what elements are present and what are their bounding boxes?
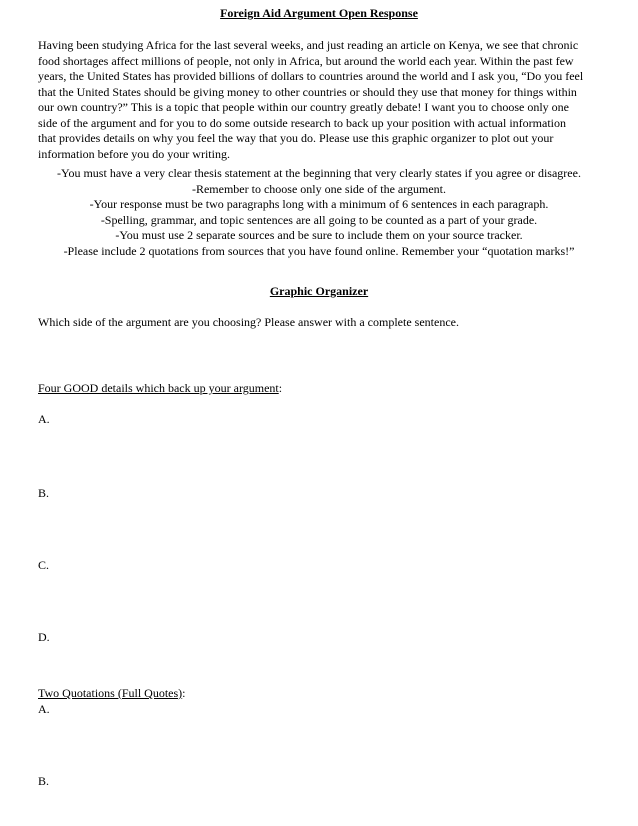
intro-line: side of the argument and for you to do some outside research to back up your position with actual information xyxy=(38,115,566,130)
quotations-heading-text: Two Quotations (Full Quotes) xyxy=(38,686,183,700)
detail-label-a: A. xyxy=(38,412,50,426)
details-heading-colon: : xyxy=(278,381,283,395)
document-title: Foreign Aid Argument Open Response xyxy=(220,6,418,20)
quotation-label-a: A. xyxy=(38,702,50,716)
requirement-item: -Your response must be two paragraphs long with a minimum of 6 sentences in each paragraph. xyxy=(89,197,549,211)
requirement-item: -Please include 2 quotations from sources that you have found online. Remember your “quotation marks!” xyxy=(63,243,575,258)
requirements-list xyxy=(0,166,638,259)
details-heading-text: Four GOOD details which back up your argument xyxy=(38,381,279,395)
intro-paragraph xyxy=(38,38,603,162)
intro-line: Having been studying Africa for the last several weeks, and just reading an article on Kenya, we see that chronic xyxy=(38,38,579,52)
detail-label-b: B. xyxy=(38,486,50,500)
side-question: Which side of the argument are you choosing? Please answer with a complete sentence. xyxy=(38,315,459,329)
detail-label-c: C. xyxy=(38,558,50,572)
detail-label-d: D. xyxy=(38,630,50,644)
intro-line: our own country?” This is a topic that people within our country greatly debate! I want you to choose only one xyxy=(38,100,569,114)
quotations-heading-colon: : xyxy=(182,686,186,700)
intro-line: years, the United States has provided billions of dollars to countries around the world and I ask you, “Do you feel xyxy=(38,69,584,83)
intro-line: that provides details on why you feel the way that you do. Please use this graphic organizer to plot out your xyxy=(38,131,554,145)
requirement-item: -Spelling, grammar, and topic sentences are all going to be counted as a part of your grade. xyxy=(100,212,538,227)
requirement-item: -You must have a very clear thesis statement at the beginning that very clearly states if you agree or disagree. xyxy=(57,166,581,180)
requirement-item: -You must use 2 separate sources and be sure to include them on your source tracker. xyxy=(115,228,523,242)
intro-line: food shortages affect millions of people, not only in Africa, but around the world each year. Within the past few xyxy=(38,53,574,68)
requirement-item: -Remember to choose only one side of the argument. xyxy=(191,181,447,196)
intro-line: that the United States should be giving money to other countries or should they use that money for things within xyxy=(38,84,577,99)
quotations-heading xyxy=(38,686,186,702)
quotation-label-b: B. xyxy=(38,774,50,788)
organizer-title: Graphic Organizer xyxy=(269,284,369,298)
details-heading xyxy=(38,381,282,397)
intro-line: information before you do your writing. xyxy=(38,146,230,161)
